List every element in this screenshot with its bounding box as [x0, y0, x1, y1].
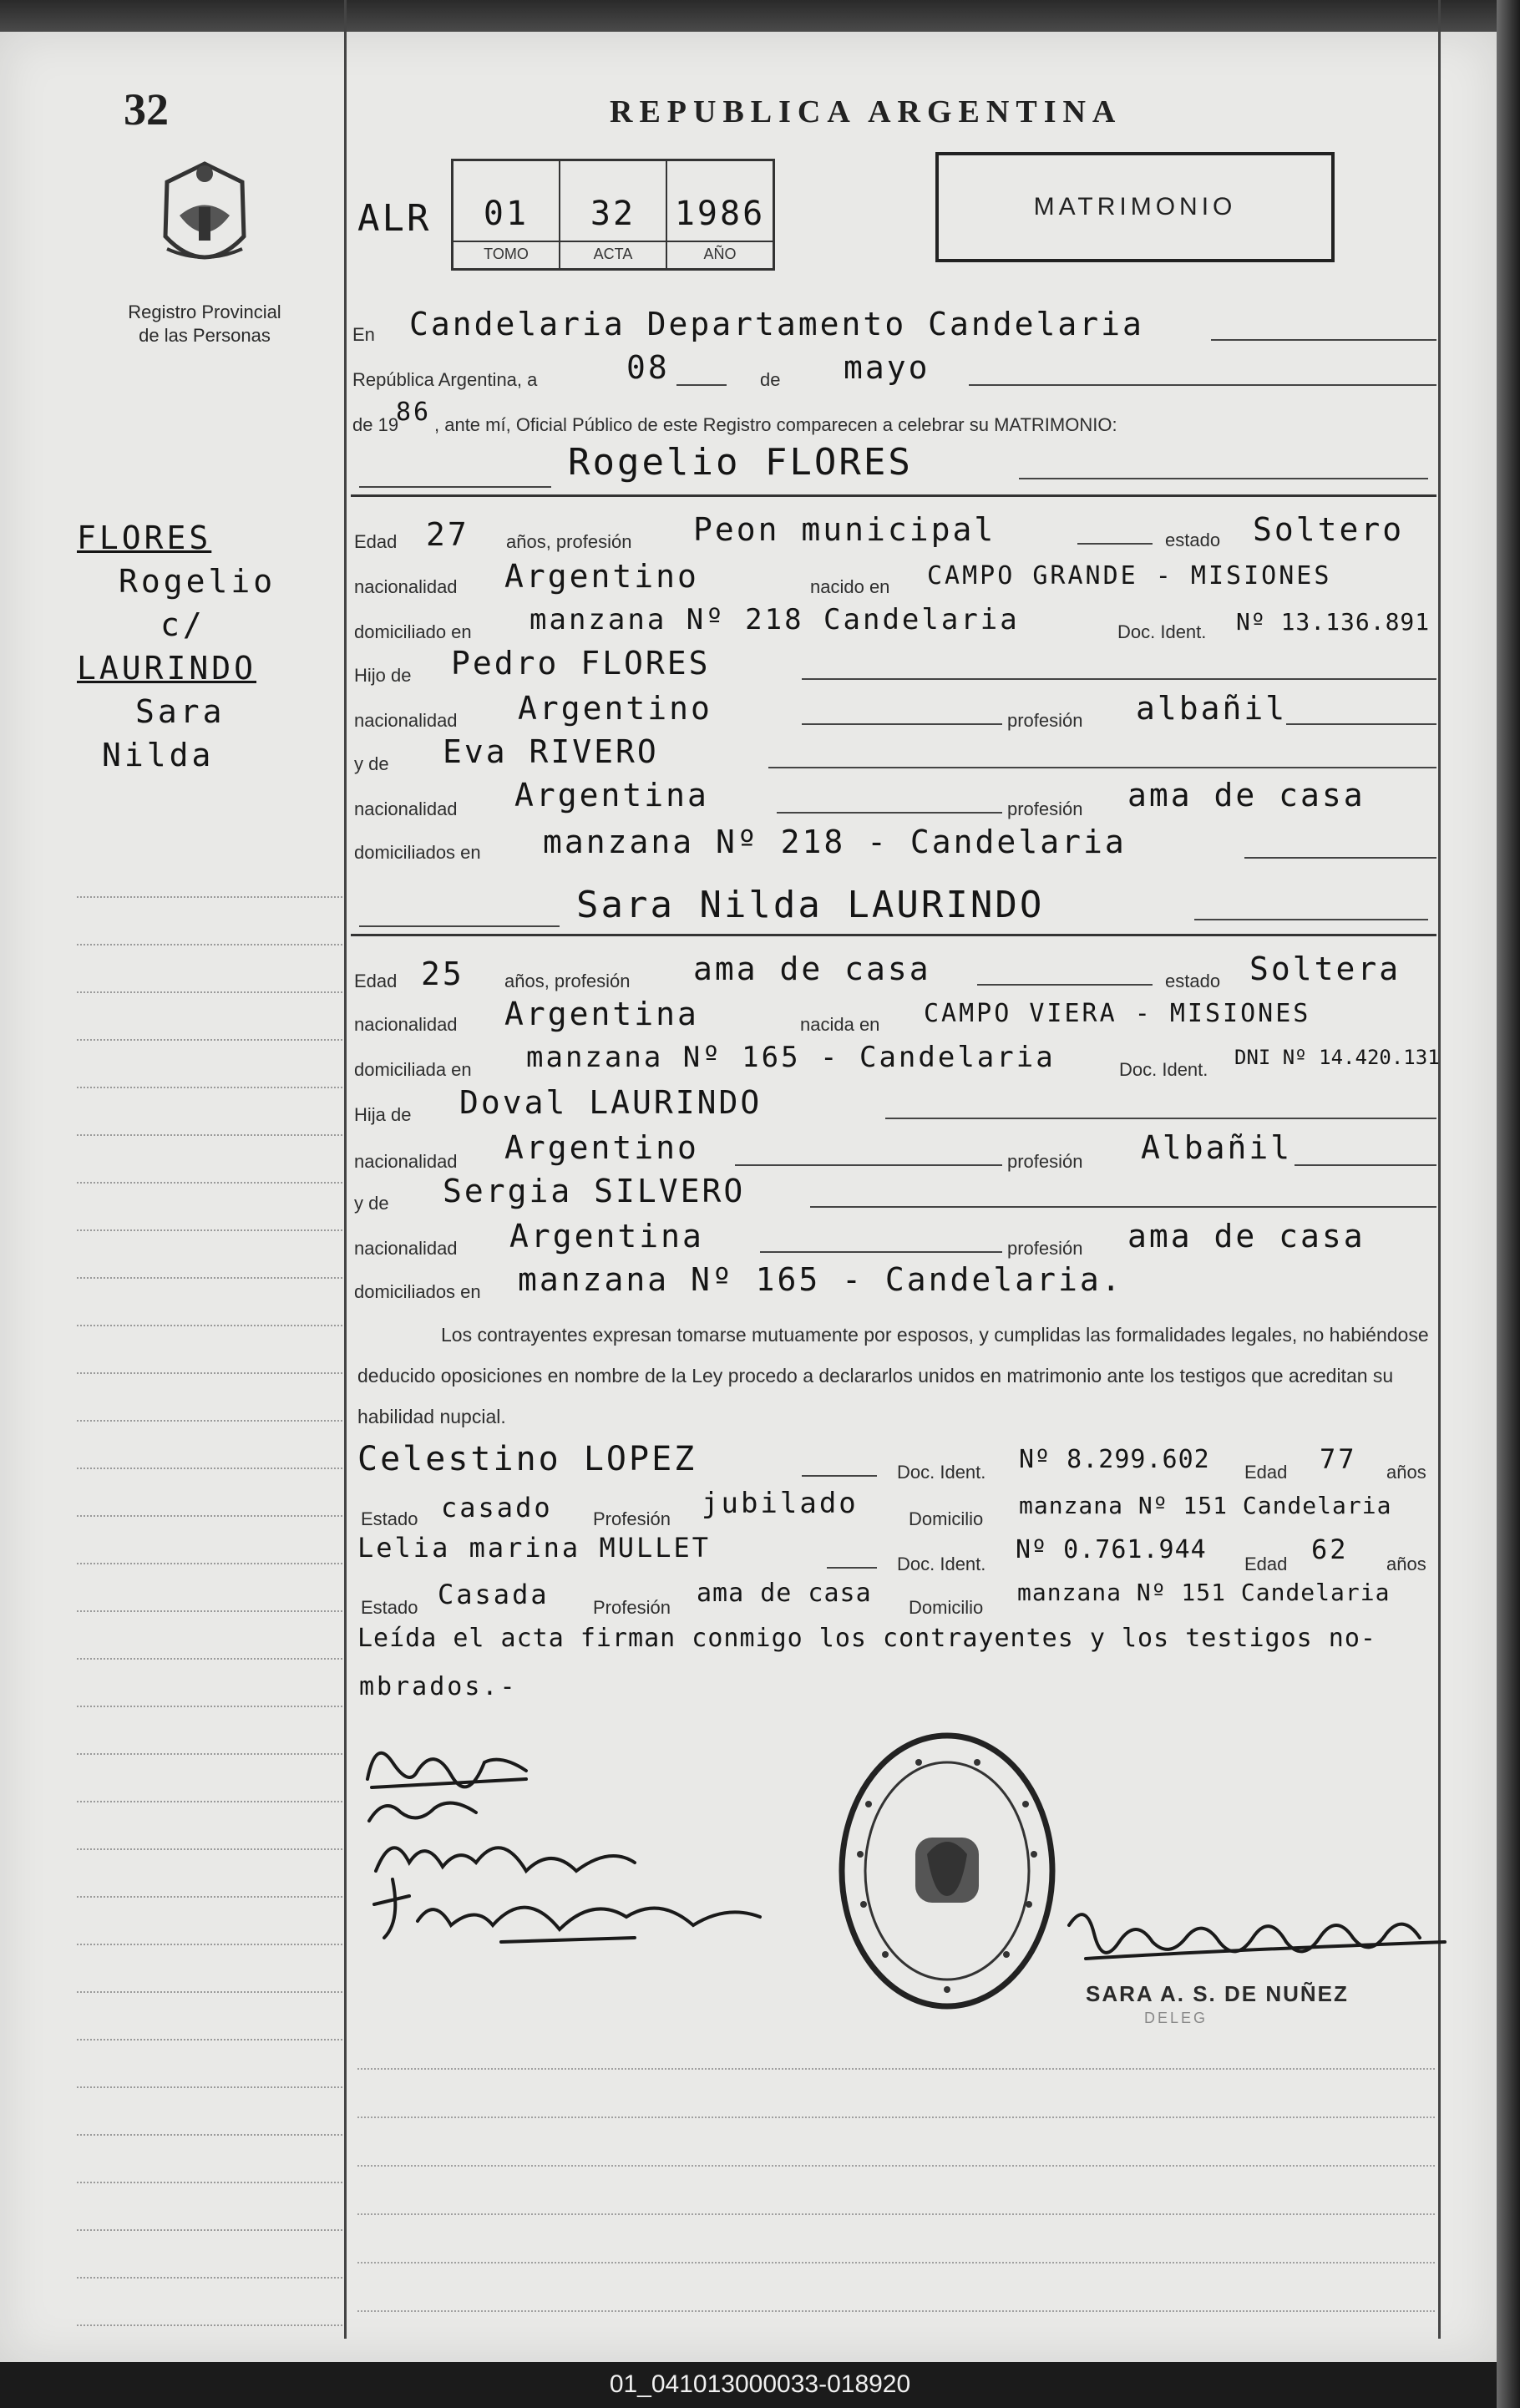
witness2-details-row — [351, 1575, 1436, 1622]
witness1-edad-label: Edad — [1244, 1462, 1288, 1483]
bride-mother-nationality: Argentina — [509, 1218, 704, 1255]
groom-mother-profession: ama de casa — [1127, 777, 1365, 814]
scan-top-edge — [0, 0, 1520, 32]
place-row — [351, 306, 1436, 352]
witness2-doc-label: Doc. Ident. — [897, 1554, 986, 1574]
bride-address: manzana Nº 165 - Candelaria — [526, 1041, 1056, 1074]
bride-nationality: Argentina — [504, 996, 699, 1032]
record-type-box: MATRIMONIO — [935, 152, 1335, 262]
bride-father-row — [351, 1084, 1436, 1131]
witness1-name: Celestino LOPEZ — [357, 1440, 697, 1478]
page-number: 32 — [124, 84, 169, 134]
groom-age-row — [351, 511, 1436, 558]
tomo-caption: TOMO — [453, 241, 559, 263]
intro-text: , ante mí, Oficial Público de este Registro comparecen a celebrar su MATRIMONIO: — [434, 414, 1117, 435]
year-row — [351, 398, 1436, 444]
groom-father-nationality: Argentino — [518, 690, 712, 727]
groom-age: 27 — [426, 516, 469, 553]
groom-nacionalidad-label: nacionalidad — [354, 576, 458, 597]
witness1-doc-label: Doc. Ident. — [897, 1462, 986, 1483]
act-reference-box — [451, 159, 775, 271]
groom-father-prof-label: profesión — [1007, 710, 1083, 731]
acta-cell — [560, 161, 667, 268]
groom-parents-dom-label: domiciliados en — [354, 842, 481, 863]
groom-father-nat-label: nacionalidad — [354, 710, 458, 731]
groom-father-profession: albañil — [1136, 690, 1288, 727]
tomo-value: 01 — [483, 195, 529, 233]
groom-mother-nat-row — [351, 777, 1436, 824]
groom-edad-label: Edad — [354, 531, 398, 552]
bride-nacionalidad-label: nacionalidad — [354, 1014, 458, 1035]
witness1-marital-status: casado — [441, 1492, 553, 1523]
groom-domicilio-label: domiciliado en — [354, 621, 472, 642]
bride-edad-label: Edad — [354, 971, 398, 991]
bride-father-nat-row — [351, 1129, 1436, 1176]
bride-mother-name: Sergia SILVERO — [443, 1173, 746, 1209]
country-title: REPUBLICA ARGENTINA — [610, 94, 1122, 129]
groom-doc-number: Nº 13.136.891 — [1236, 608, 1431, 636]
witness1-details-row — [351, 1487, 1436, 1534]
bride-doc-label: Doc. Ident. — [1119, 1059, 1208, 1080]
groom-yde-label: y de — [354, 753, 389, 774]
anio-value: 1986 — [674, 195, 766, 233]
en-label: En — [352, 324, 375, 345]
bride-nacida-label: nacida en — [800, 1014, 880, 1035]
scan-right-edge — [1497, 0, 1520, 2408]
day-value: 08 — [626, 349, 670, 386]
witness1-anios-label: años — [1386, 1462, 1426, 1483]
bride-father-name: Doval LAURINDO — [459, 1084, 763, 1121]
witness1-doc-number: Nº 8.299.602 — [1019, 1445, 1210, 1474]
witness1-estado-label: Estado — [361, 1508, 418, 1529]
bride-domicilio-label: domiciliada en — [354, 1059, 472, 1080]
witness2-age: 62 — [1311, 1534, 1349, 1565]
year-prefix: de 19 — [352, 414, 399, 435]
groom-mother-nationality: Argentina — [514, 777, 709, 814]
closing-line1-row — [351, 1624, 1436, 1670]
empty-ruled-lines — [357, 2021, 1435, 2305]
de-label: de — [760, 369, 781, 390]
groom-birthplace: CAMPO GRANDE - MISIONES — [927, 561, 1332, 591]
groom-mother-prof-label: profesión — [1007, 798, 1083, 819]
groom-full-name: Rogelio FLORES — [568, 441, 913, 484]
margin-bride-surname: LAURINDO — [77, 650, 257, 687]
witness1-profesion-label: Profesión — [593, 1508, 671, 1529]
closing-line1: Leída el acta firman conmigo los contrayentes y los testigos no- — [357, 1624, 1376, 1653]
groom-marital-status: Soltero — [1253, 511, 1405, 548]
groom-profession: Peon municipal — [693, 511, 996, 548]
groom-mother-name: Eva RIVERO — [443, 733, 659, 770]
official-signature — [1052, 1892, 1453, 1984]
groom-nationality: Argentino — [504, 558, 699, 595]
groom-father-nat-row — [351, 690, 1436, 737]
witness1-profession: jubilado — [702, 1487, 859, 1520]
groom-father-name: Pedro FLORES — [451, 645, 711, 682]
bride-mother-nat-label: nacionalidad — [354, 1238, 458, 1259]
bride-nationality-row — [351, 996, 1436, 1042]
witness2-doc-number: Nº 0.761.944 — [1016, 1535, 1207, 1564]
bride-estado-label: estado — [1165, 971, 1221, 991]
coat-of-arms-icon — [150, 157, 259, 282]
anio-caption: AÑO — [667, 241, 773, 263]
acta-value: 32 — [590, 195, 636, 233]
closing-line2: mbrados.- — [359, 1672, 518, 1701]
right-border-line — [1438, 0, 1441, 2339]
legal-paragraph: Los contrayentes expresan tomarse mutuamente por esposos, y cumplidas las formalidades legales, no habiéndose deducido oposiciones en nombre de la Ley procedo a declararlos unidos en matrimonio ante los testigos que acreditan su habilidad nupcial. — [357, 1324, 1429, 1427]
date-row — [351, 349, 1436, 396]
groom-parents-address: manzana Nº 218 - Candelaria — [543, 824, 1127, 860]
witness2-anios-label: años — [1386, 1554, 1426, 1574]
bride-father-nat-label: nacionalidad — [354, 1151, 458, 1172]
margin-names — [77, 516, 327, 777]
margin-groom-firstname: Rogelio — [119, 563, 276, 600]
witness2-address: manzana Nº 151 Candelaria — [1017, 1579, 1391, 1606]
groom-address-row — [351, 601, 1436, 648]
anio-cell — [667, 161, 773, 268]
registry-label-line1: Registro Provincial — [128, 302, 281, 322]
groom-address: manzana Nº 218 Candelaria — [529, 603, 1020, 636]
acta-caption: ACTA — [560, 241, 666, 263]
bride-parents-address: manzana Nº 165 - Candelaria. — [518, 1261, 1123, 1298]
bride-doc-number: DNI Nº 14.420.131 — [1234, 1046, 1440, 1069]
bride-address-row — [351, 1041, 1440, 1087]
witness1-row — [351, 1440, 1436, 1487]
bride-profesion-label: años, profesión — [504, 971, 631, 991]
party-signatures — [359, 1729, 793, 1980]
margin-bride-middlename: Nilda — [102, 737, 215, 773]
witness2-profesion-label: Profesión — [593, 1597, 671, 1618]
witness2-row — [351, 1532, 1436, 1579]
witness2-estado-label: Estado — [361, 1597, 418, 1618]
republic-label: República Argentina, a — [352, 369, 538, 390]
groom-hijo-label: Hijo de — [354, 665, 412, 686]
left-margin-column — [0, 32, 344, 2362]
place-value: Candelaria Departamento Candelaria — [409, 306, 1144, 342]
tomo-cell — [453, 161, 560, 268]
bride-mother-prof-label: profesión — [1007, 1238, 1083, 1259]
year-suffix: 86 — [396, 398, 432, 427]
witness1-domicilio-label: Domicilio — [909, 1508, 984, 1529]
closing-line2-row — [351, 1672, 1436, 1719]
groom-name-rule — [351, 494, 1436, 497]
registry-label — [84, 301, 326, 347]
registry-seal-icon — [835, 1729, 1059, 2013]
bride-mother-profession: ama de casa — [1127, 1218, 1365, 1255]
groom-mother-row — [351, 733, 1436, 780]
margin-bride-firstname: Sara — [135, 693, 225, 730]
bride-full-name: Sara Nilda LAURINDO — [576, 884, 1045, 926]
margin-connector: c/ — [160, 606, 205, 643]
witness2-profession: ama de casa — [697, 1579, 872, 1608]
bride-parents-address-row — [351, 1261, 1436, 1308]
groom-profesion-label: años, profesión — [506, 531, 632, 552]
bride-father-prof-label: profesión — [1007, 1151, 1083, 1172]
bride-yde-label: y de — [354, 1193, 389, 1214]
bride-marital-status: Soltera — [1249, 951, 1401, 987]
groom-doc-label: Doc. Ident. — [1117, 621, 1207, 642]
witness2-domicilio-label: Domicilio — [909, 1597, 984, 1618]
bride-mother-nat-row — [351, 1218, 1436, 1265]
bride-father-profession: Albañil — [1141, 1129, 1293, 1166]
groom-father-row — [351, 645, 1436, 692]
official-name-stamp: SARA A. S. DE NUÑEZ — [1086, 1981, 1349, 2006]
margin-groom-surname: FLORES — [77, 520, 212, 556]
bride-parents-dom-label: domiciliados en — [354, 1281, 481, 1302]
groom-mother-nat-label: nacionalidad — [354, 798, 458, 819]
groom-estado-label: estado — [1165, 530, 1221, 550]
groom-nationality-row — [351, 556, 1436, 603]
bride-age-row — [351, 951, 1436, 997]
bride-hija-label: Hija de — [354, 1104, 412, 1125]
witness1-address: manzana Nº 151 Candelaria — [1019, 1492, 1392, 1519]
bride-birthplace: CAMPO VIERA - MISIONES — [924, 999, 1311, 1028]
margin-divider-line — [344, 0, 347, 2339]
bride-name-rule — [351, 934, 1436, 936]
official-subtitle: DELEG — [1144, 2010, 1208, 2026]
groom-parents-address-row — [351, 822, 1436, 869]
document-id-footer: 01_041013000033-018920 — [609, 2370, 911, 2398]
bride-age: 25 — [421, 956, 464, 992]
bride-mother-row — [351, 1173, 1436, 1219]
witness2-marital-status: Casada — [438, 1579, 550, 1610]
witness2-name: Lelia marina MULLET — [357, 1532, 712, 1564]
registry-label-line2: de las Personas — [139, 325, 271, 346]
bride-profession: ama de casa — [693, 951, 931, 987]
alr-label: ALR — [357, 197, 432, 240]
witness1-age: 77 — [1320, 1443, 1357, 1475]
witness2-edad-label: Edad — [1244, 1554, 1288, 1574]
groom-nacido-label: nacido en — [810, 576, 890, 597]
margin-ruled-lines — [77, 850, 342, 2304]
month-value: mayo — [844, 349, 930, 386]
bride-father-nationality: Argentino — [504, 1129, 699, 1166]
